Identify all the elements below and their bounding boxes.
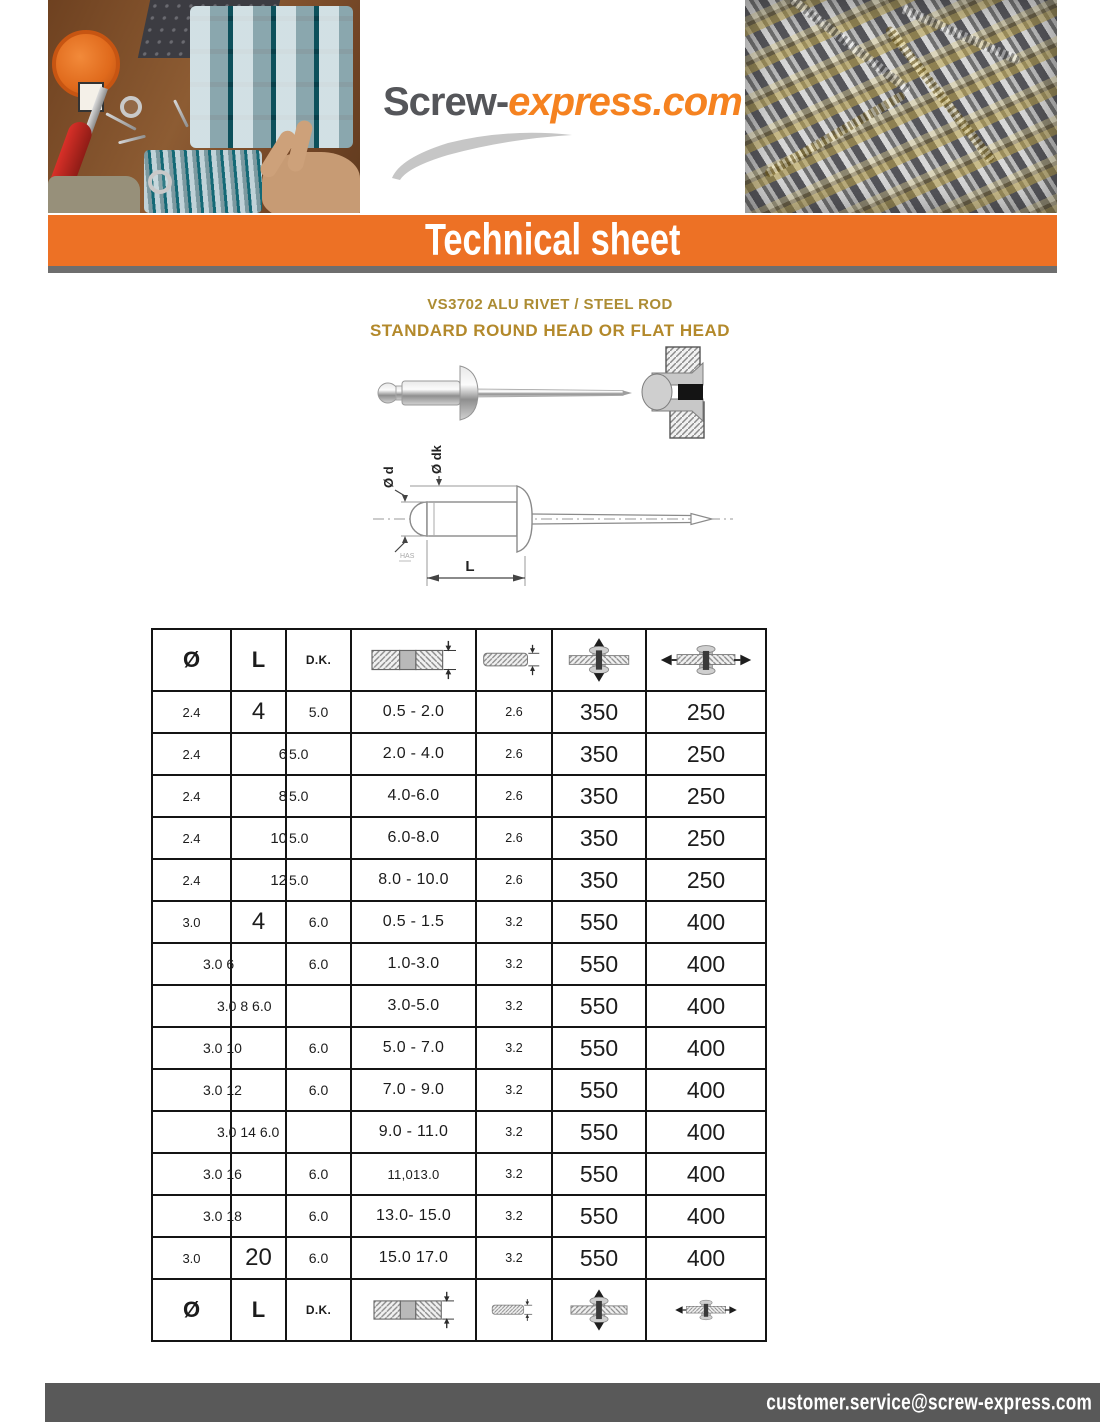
table-cell: [553, 1280, 647, 1340]
table-cell: D.K.: [287, 1280, 352, 1340]
table-cell: 3.0-5.0: [352, 986, 477, 1026]
table-cell: L: [232, 630, 287, 690]
screw: [899, 4, 1021, 65]
table-cell: 2.6: [477, 692, 553, 732]
table-cell: 2.4: [153, 776, 232, 816]
table-cell: 350: [553, 860, 647, 900]
table-cell: 3.2: [477, 1238, 553, 1278]
table-cell: 250: [686, 698, 726, 725]
tensile-strength-icon: [674, 1296, 738, 1324]
table-cell: 6.0: [287, 1238, 352, 1278]
merged-cell-text: 3.0 16: [203, 1166, 242, 1182]
table-cell: 550: [553, 1196, 647, 1236]
table-cell: 400: [686, 1118, 726, 1145]
installed-rivet-cross-section: [640, 345, 712, 440]
table-cell: 6.0: [287, 902, 352, 942]
banner: [48, 215, 1057, 266]
table-row: [153, 692, 765, 734]
table-row: [153, 986, 765, 1028]
table-cell: 8: [232, 776, 287, 816]
table-cell: 350: [553, 818, 647, 858]
table-cell: 550: [553, 1154, 647, 1194]
dim-label-d: Ø d: [381, 466, 396, 488]
table-cell: 350: [553, 734, 647, 774]
dim-label-l: L: [465, 558, 475, 575]
table-cell: 5.0: [287, 818, 352, 858]
footer-bar: [45, 1383, 1100, 1422]
table-cell: 2.6: [477, 776, 553, 816]
banner-title: Technical sheet: [424, 215, 681, 265]
shear-strength-icon: [566, 1288, 632, 1332]
table-cell: 550: [553, 902, 647, 942]
table-cell: 400: [686, 1076, 726, 1103]
table-cell: 550: [553, 1070, 647, 1110]
table-cell: 2.4: [153, 734, 232, 774]
table-cell: 250: [686, 740, 726, 767]
table-cell: D.K.: [287, 630, 352, 690]
table-cell: 6.0: [287, 1028, 352, 1068]
table-cell: 0.5 - 2.0: [352, 692, 477, 732]
product-title-line2: STANDARD ROUND HEAD OR FLAT HEAD: [369, 321, 731, 340]
table-cell: 550: [553, 1238, 647, 1278]
logo-swoosh: [386, 128, 576, 183]
table-cell: 400: [686, 1160, 726, 1187]
table-cell: 9.0 - 11.0: [352, 1112, 477, 1152]
table-cell: [232, 944, 287, 984]
table-cell: 2.6: [477, 818, 553, 858]
table-cell: 3.2: [477, 1196, 553, 1236]
table-cell: 250: [686, 866, 726, 893]
table-cell: [477, 630, 553, 690]
table-cell: 2.4: [153, 818, 232, 858]
table-cell: 400: [686, 1034, 726, 1061]
table-cell: 6.0: [287, 1070, 352, 1110]
table-row: [153, 818, 765, 860]
table-cell: 4.0-6.0: [352, 776, 477, 816]
table-cell: 4: [232, 692, 287, 732]
table-cell: 5.0: [287, 860, 352, 900]
table-cell: 400: [686, 992, 726, 1019]
table-cell: 400: [686, 950, 726, 977]
table-cell: 3.2: [477, 1070, 553, 1110]
table-cell: 8.0 - 10.0: [352, 860, 477, 900]
table-row: [153, 902, 765, 944]
table-cell: 4: [232, 902, 287, 942]
technical-drawing: [355, 430, 755, 605]
table-cell: 5.0: [287, 734, 352, 774]
table-row: [153, 1070, 765, 1112]
table-cell: 550: [553, 1028, 647, 1068]
table-cell: 5.0: [287, 776, 352, 816]
product-title-line1: VS3702 ALU RIVET / STEEL ROD: [427, 296, 673, 313]
table-cell: 15.0 17.0: [352, 1238, 477, 1278]
table-cell: 250: [686, 824, 726, 851]
table-cell: 2.4: [153, 860, 232, 900]
table-cell: 20: [232, 1238, 287, 1278]
table-cell: Ø: [153, 630, 232, 690]
merged-cell-text: 3.0 6: [203, 956, 235, 972]
table-cell: 2.6: [477, 734, 553, 774]
table-row: [153, 1028, 765, 1070]
drill-diameter-icon: [491, 1297, 537, 1323]
table-cell: 3.2: [477, 944, 553, 984]
table-cell: 350: [553, 776, 647, 816]
drill-diameter-icon: [482, 643, 546, 677]
table-cell: 6.0: [287, 1196, 352, 1236]
table-cell: 350: [553, 692, 647, 732]
shear-strength-icon: [564, 637, 634, 683]
table-cell: 5.0 - 7.0: [352, 1028, 477, 1068]
merged-cell-text: 3.0 18: [203, 1208, 242, 1224]
washer: [148, 170, 172, 194]
table-cell: 12: [232, 860, 287, 900]
table-cell: [287, 1112, 352, 1152]
spec-table: [151, 628, 767, 1342]
table-row: [153, 630, 765, 692]
merged-cell-text: 3.0 12: [203, 1082, 242, 1098]
table-cell: 10: [232, 818, 287, 858]
logo-text-dark: Screw-: [383, 80, 509, 124]
dim-label-dk: Ø dk: [429, 445, 444, 474]
table-cell: 2.6: [477, 860, 553, 900]
table-cell: 3.0: [153, 902, 232, 942]
table-cell: 3.2: [477, 1028, 553, 1068]
tensile-strength-icon: [659, 640, 753, 680]
clamp-range-icon: [364, 639, 464, 681]
merged-cell-text: 3.0 8 6.0: [217, 998, 272, 1014]
table-cell: 400: [686, 1244, 726, 1271]
table-cell: L: [232, 1280, 287, 1340]
table-cell: 250: [686, 782, 726, 809]
table-row: [153, 1196, 765, 1238]
table-cell: 400: [686, 908, 726, 935]
table-cell: [477, 1280, 553, 1340]
table-cell: 3.2: [477, 902, 553, 942]
table-cell: 6.0: [287, 944, 352, 984]
table-row: [153, 776, 765, 818]
table-cell: 550: [553, 986, 647, 1026]
table-cell: Ø: [153, 1280, 232, 1340]
table-row: [153, 944, 765, 986]
contact-email: customer.service@screw-express.com: [766, 1389, 1092, 1415]
sleeve: [48, 176, 140, 213]
table-cell: 11,013.0: [352, 1154, 477, 1194]
table-cell: [647, 630, 765, 690]
screw: [763, 91, 906, 179]
table-row: [153, 1154, 765, 1196]
table-row: [153, 1280, 765, 1340]
washer: [120, 96, 142, 118]
table-cell: 6: [232, 734, 287, 774]
screw: [788, 0, 912, 94]
table-cell: 400: [686, 1202, 726, 1229]
divider-bar: [48, 266, 1057, 273]
table-row: [153, 1112, 765, 1154]
merged-cell-text: 3.0 10: [203, 1040, 242, 1056]
table-cell: [553, 630, 647, 690]
table-cell: 7.0 - 9.0: [352, 1070, 477, 1110]
screws-photo: [745, 0, 1057, 213]
table-cell: 550: [553, 944, 647, 984]
site-logo: [383, 80, 742, 125]
table-cell: [647, 1280, 765, 1340]
has-watermark: HAS: [400, 553, 415, 560]
table-cell: 2.4: [153, 692, 232, 732]
table-cell: 5.0: [287, 692, 352, 732]
workbench-photo: [48, 0, 360, 213]
table-row: [153, 734, 765, 776]
table-cell: 550: [553, 1112, 647, 1152]
table-cell: [352, 1280, 477, 1340]
clamp-range-icon: [366, 1290, 462, 1330]
table-cell: 3.2: [477, 986, 553, 1026]
organizer-box: [190, 6, 353, 148]
logo-text-orange: express.com: [508, 80, 742, 124]
merged-cell-text: 3.0 14 6.0: [217, 1124, 280, 1140]
table-cell: 13.0- 15.0: [352, 1196, 477, 1236]
tape-measure: [52, 30, 120, 98]
table-row: [153, 1238, 765, 1280]
table-cell: 3.2: [477, 1112, 553, 1152]
table-cell: [287, 986, 352, 1026]
table-cell: 3.2: [477, 1154, 553, 1194]
table-cell: 1.0-3.0: [352, 944, 477, 984]
table-row: [153, 860, 765, 902]
table-cell: [352, 630, 477, 690]
table-cell: 6.0: [287, 1154, 352, 1194]
table-cell: 2.0 - 4.0: [352, 734, 477, 774]
table-cell: 3.0: [153, 1238, 232, 1278]
table-cell: 6.0-8.0: [352, 818, 477, 858]
rivet-photo: [377, 350, 635, 435]
table-cell: 0.5 - 1.5: [352, 902, 477, 942]
